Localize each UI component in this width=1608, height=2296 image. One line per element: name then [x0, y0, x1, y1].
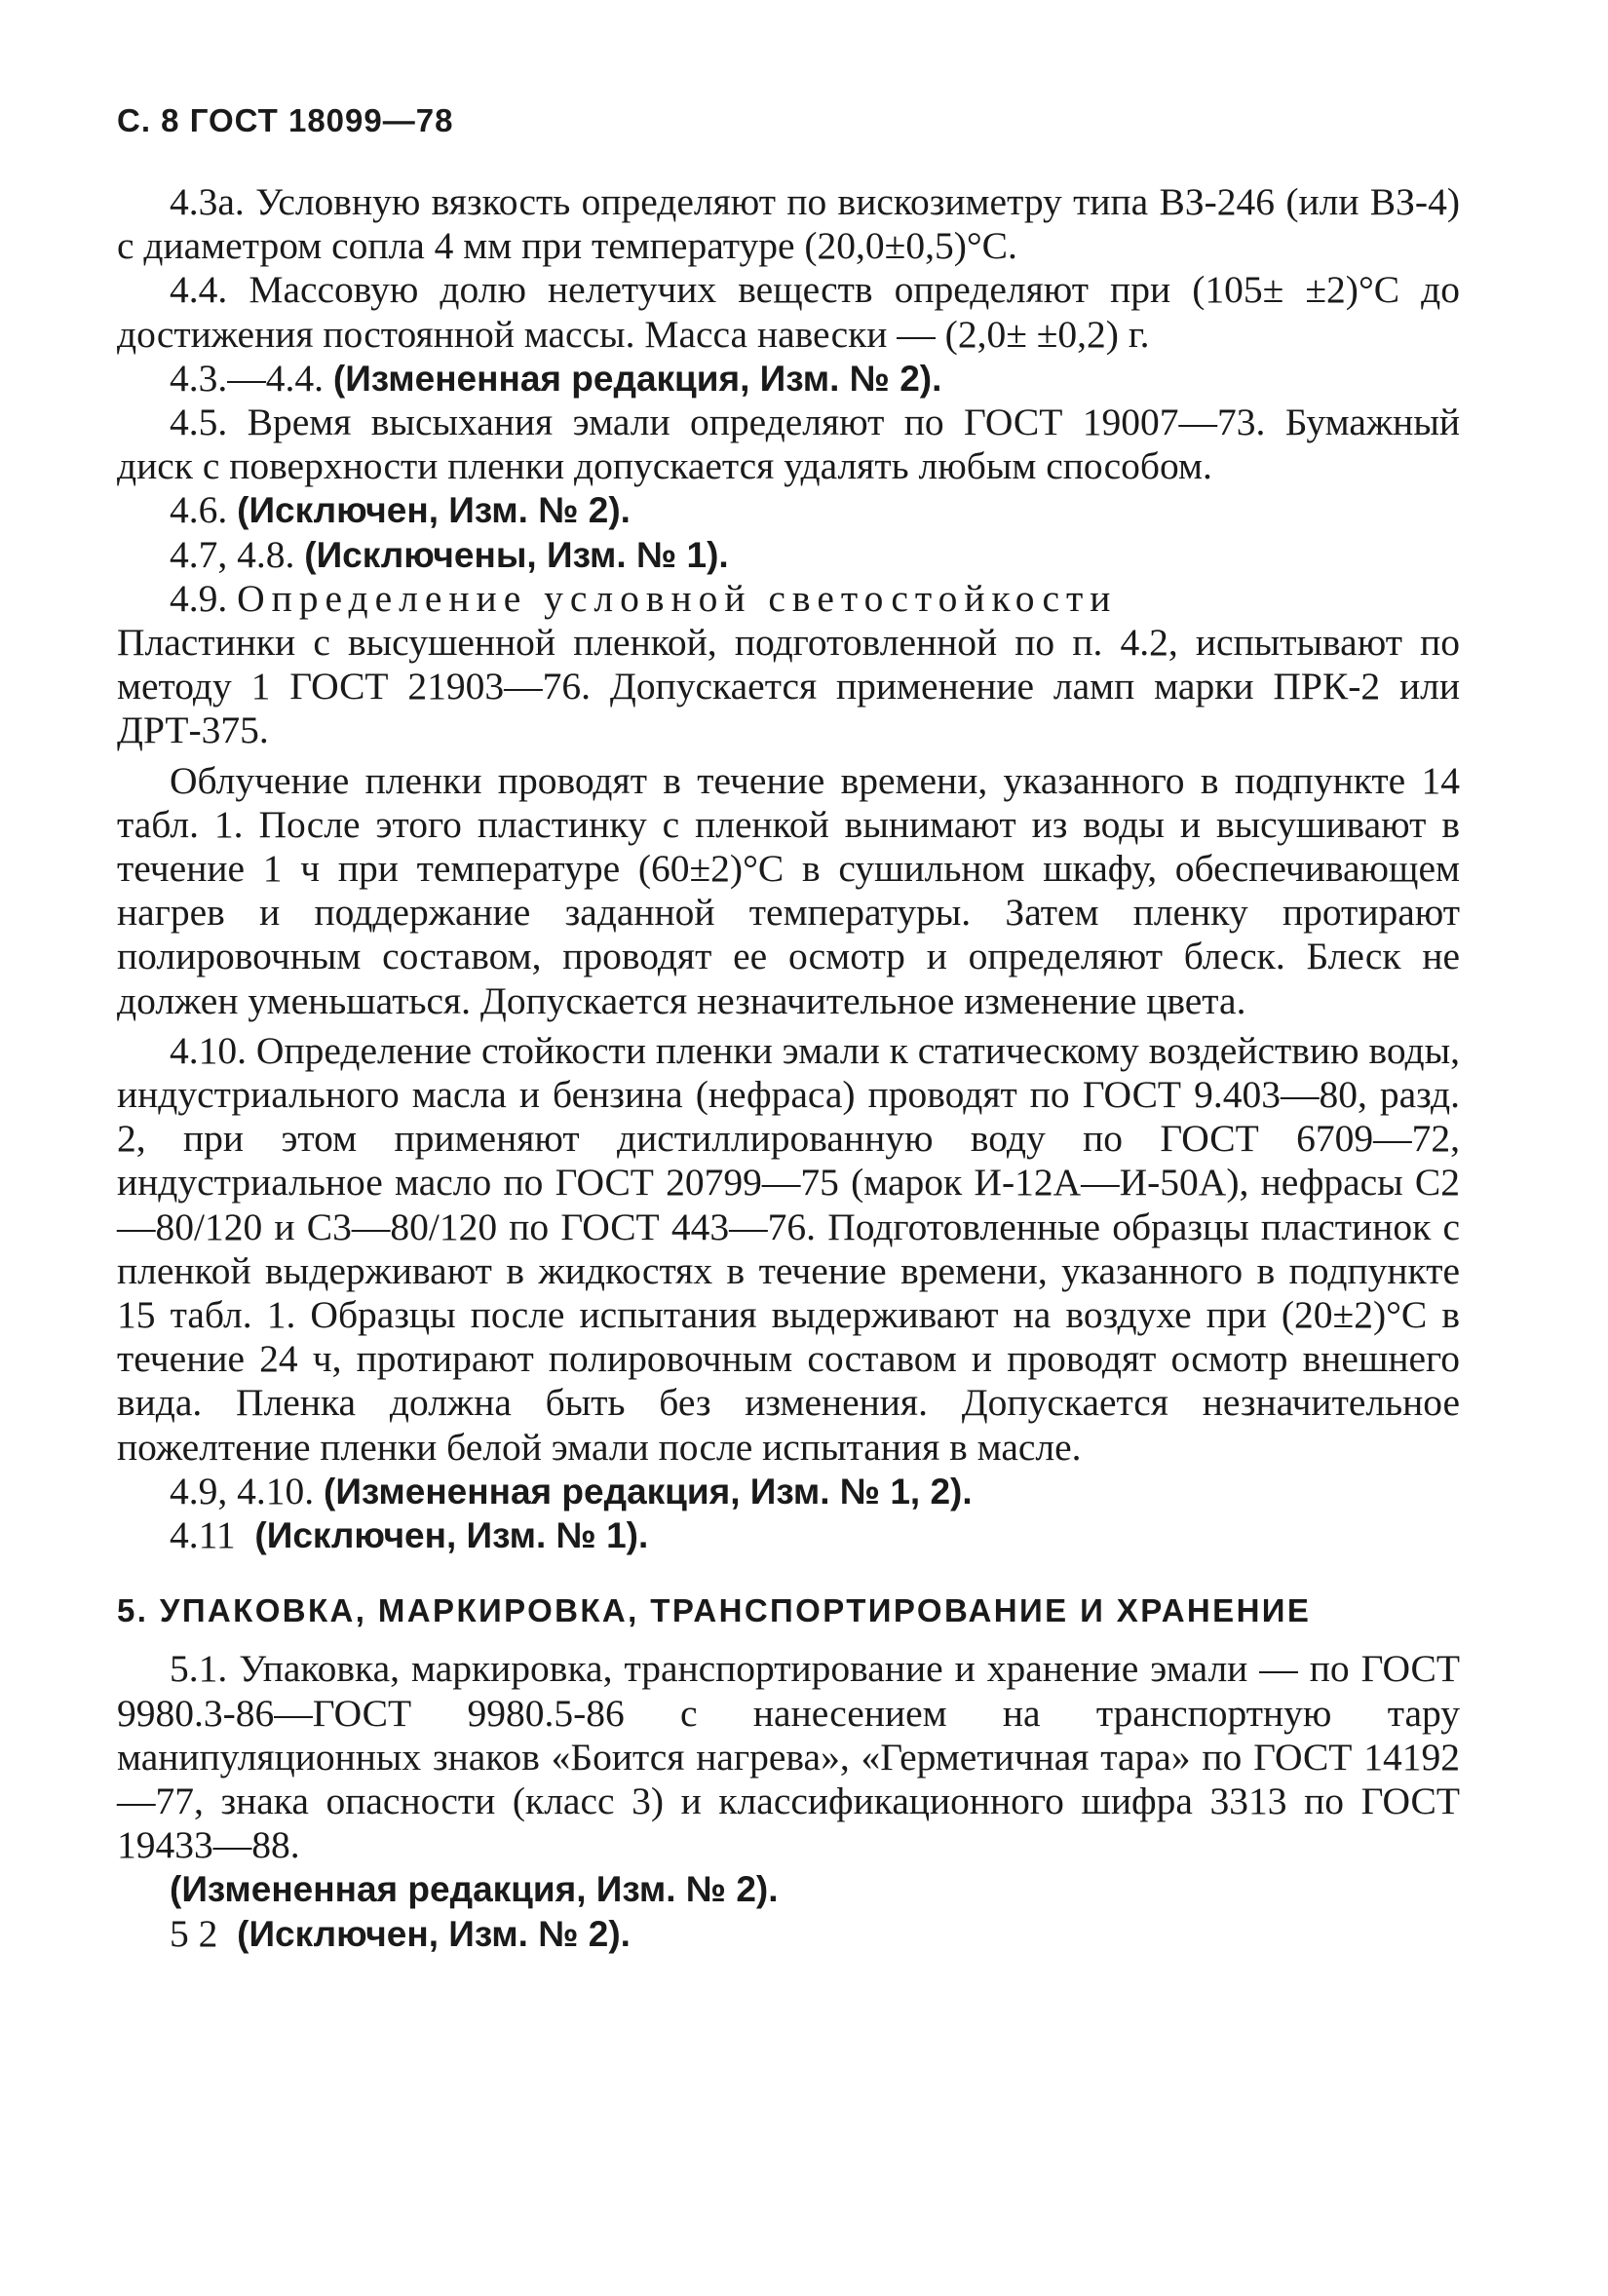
paragraph-4-7-4-8 [117, 533, 1460, 577]
revision-note: (Измененная редакция, Изм. № 2). [170, 1869, 779, 1910]
clause-number: 4.9, 4.10. [170, 1469, 315, 1512]
paragraph-4-10: 4.10. Определение стойкости пленки эмали к статическому воздействию воды, индустриального масла и бензина (нефраса) проводят по ГОСТ 9.403—80, разд. 2, при этом применяют дистиллированную воду по ГОСТ 6709—72, индустриальное масло по ГОСТ 20799—75 (марок И-12А—И-50А), нефрасы С2—80/120 и С3—80/120 по ГОСТ 443—76. Подготовленные образцы пластинок с пленкой выдерживают в жидкостях в течение времени, указанного в подпункте 15 табл. 1. Образцы после испытания выдерживают на воздухе при (20±2)°С в течение 24 ч, протирают полировочным составом и проводят осмотр внешнего вида. Пленка должна быть без изменения. Допускается незначительное пожелтение пленки белой эмали после испытания в масле. [117, 1028, 1460, 1469]
paragraph-4-9-4-10-revision [117, 1470, 1460, 1513]
paragraph-4-9-text-1: Пластинки с высушенной пленкой, подготовленной по п. 4.2, испытывают по методу 1 ГОСТ 21903—76. Допускается применение ламп марки ПРК-2 или ДРТ-375. [117, 621, 1460, 752]
section-5-heading: 5. УПАКОВКА, МАРКИРОВКА, ТРАНСПОРТИРОВАНИЕ И ХРАНЕНИЕ [117, 1592, 1312, 1629]
paragraph-5-1-revision [117, 1867, 1460, 1911]
paragraph-4-4: 4.4. Массовую долю нелетучих веществ определяют при (105± ±2)°С до достижения постоянной массы. Масса навески — (2,0± ±0,2) г. [117, 268, 1460, 356]
paragraph-5-1: 5.1. Упаковка, маркировка, транспортирование и хранение эмали — по ГОСТ 9980.3-86—ГОСТ 9980.5-86 с нанесением на транспортную тару манипуляционных знаков «Боится нагрева», «Герметичная тара» по ГОСТ 14192—77, знака опасности (класс 3) и классификационного шифра 3313 по ГОСТ 19433—88. [117, 1647, 1460, 1867]
revision-note: (Исключен, Изм. № 1). [254, 1515, 649, 1556]
document-body [117, 180, 1460, 1956]
paragraph-4-9-text-2: Облучение пленки проводят в течение времени, указанного в подпункте 14 табл. 1. После этого пластинку с пленкой вынимают из воды и высушивают в течение 1 ч при температуре (60±2)°С в сушильном шкафу, обеспечивающем нагрев и поддержание заданной температуры. Затем пленку протирают полировочным составом, проводят ее осмотр и определяют блеск. Блеск не должен уменьшаться. Допускается незначительное изменение цвета. [117, 758, 1460, 1022]
clause-number: 4.11 [170, 1513, 236, 1557]
clause-number: 5 2 [170, 1911, 218, 1955]
revision-note: (Исключен, Изм. № 2). [237, 490, 631, 531]
clause-number: 4.7, 4.8. [170, 532, 295, 576]
paragraph-4-6 [117, 488, 1460, 532]
revision-note: (Измененная редакция, Изм. № 1, 2). [324, 1471, 973, 1512]
paragraph-4-3a: 4.3а. Условную вязкость определяют по вискозиметру типа ВЗ-246 (или ВЗ-4) с диаметром сопла 4 мм при температуре (20,0±0,5)°С. [117, 180, 1460, 268]
revision-note: (Исключен, Изм. № 2). [237, 1913, 631, 1954]
revision-note: (Исключены, Изм. № 1). [304, 534, 729, 575]
clause-title: Определение условной светостойкости [237, 576, 1118, 620]
paragraph-4-9-title [117, 577, 1460, 621]
paragraph-4-5: 4.5. Время высыхания эмали определяют по ГОСТ 19007—73. Бумажный диск с поверхности пленки допускается удалять любым способом. [117, 401, 1460, 488]
running-head: С. 8 ГОСТ 18099—78 [117, 102, 454, 138]
paragraph-4-11 [117, 1513, 1460, 1557]
clause-number: 4.6. [170, 488, 228, 532]
clause-number: 4.3.—4.4. [170, 356, 324, 400]
revision-note: (Измененная редакция, Изм. № 2). [332, 358, 942, 399]
paragraph-5-2 [117, 1912, 1460, 1956]
clause-number: 4.9. [170, 576, 228, 620]
paragraph-4-3-4-4-revision [117, 357, 1460, 401]
